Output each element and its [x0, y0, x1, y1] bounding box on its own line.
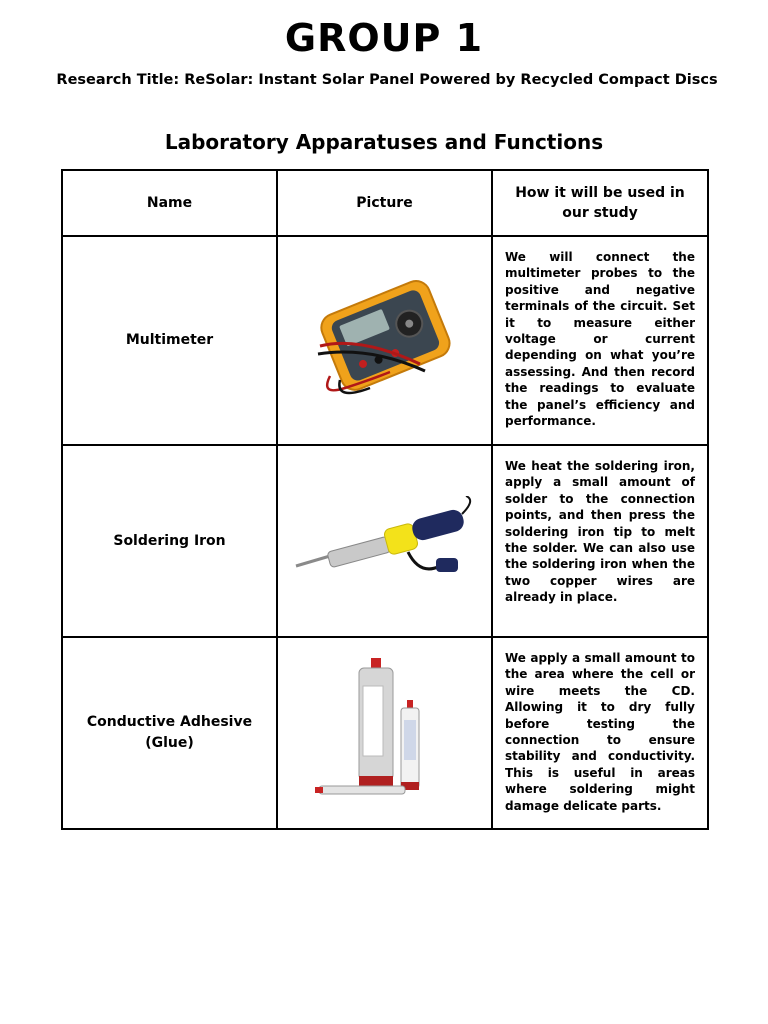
apparatus-usage: We will connect the multimeter probes to the positive and negative terminals of the circuit. Set it to measure either voltage or current depending on what you’re assessing. And then record the readings to evaluate the panel’s efficiency and performance.	[492, 236, 708, 445]
table-row	[62, 236, 708, 445]
apparatus-name: Multimeter	[62, 236, 277, 445]
group-title: GROUP 1	[284, 16, 484, 60]
research-title: Research Title: ReSolar: Instant Solar Panel Powered by Recycled Compact Discs	[56, 72, 718, 88]
apparatus-picture	[277, 236, 492, 445]
apparatus-name: Conductive Adhesive (Glue)	[62, 637, 277, 829]
section-heading: Laboratory Apparatuses and Functions	[164, 130, 604, 154]
soldering-iron-icon	[290, 496, 480, 586]
header-picture: Picture	[277, 170, 492, 236]
apparatus-name: Soldering Iron	[62, 445, 277, 637]
apparatus-table	[61, 169, 709, 830]
apparatus-usage: We apply a small amount to the area where the cell or wire meets the CD. Allowing it to dry fully before testing the connection to ensure stability and conductivity. This is useful in areas where soldering might damage delicate parts.	[492, 637, 708, 829]
header-name: Name	[62, 170, 277, 236]
table-row	[62, 637, 708, 829]
table-header-row	[62, 170, 708, 236]
table-row	[62, 445, 708, 637]
conductive-adhesive-icon	[315, 658, 455, 808]
apparatus-usage: We heat the soldering iron, apply a small amount of solder to the connection points, and then press the soldering iron tip to melt the solder. We can also use the soldering iron when the two copper wires are already in place.	[492, 445, 708, 637]
apparatus-picture	[277, 637, 492, 829]
multimeter-icon	[300, 276, 470, 406]
apparatus-picture	[277, 445, 492, 637]
header-usage: How it will be used in our study	[492, 170, 708, 236]
